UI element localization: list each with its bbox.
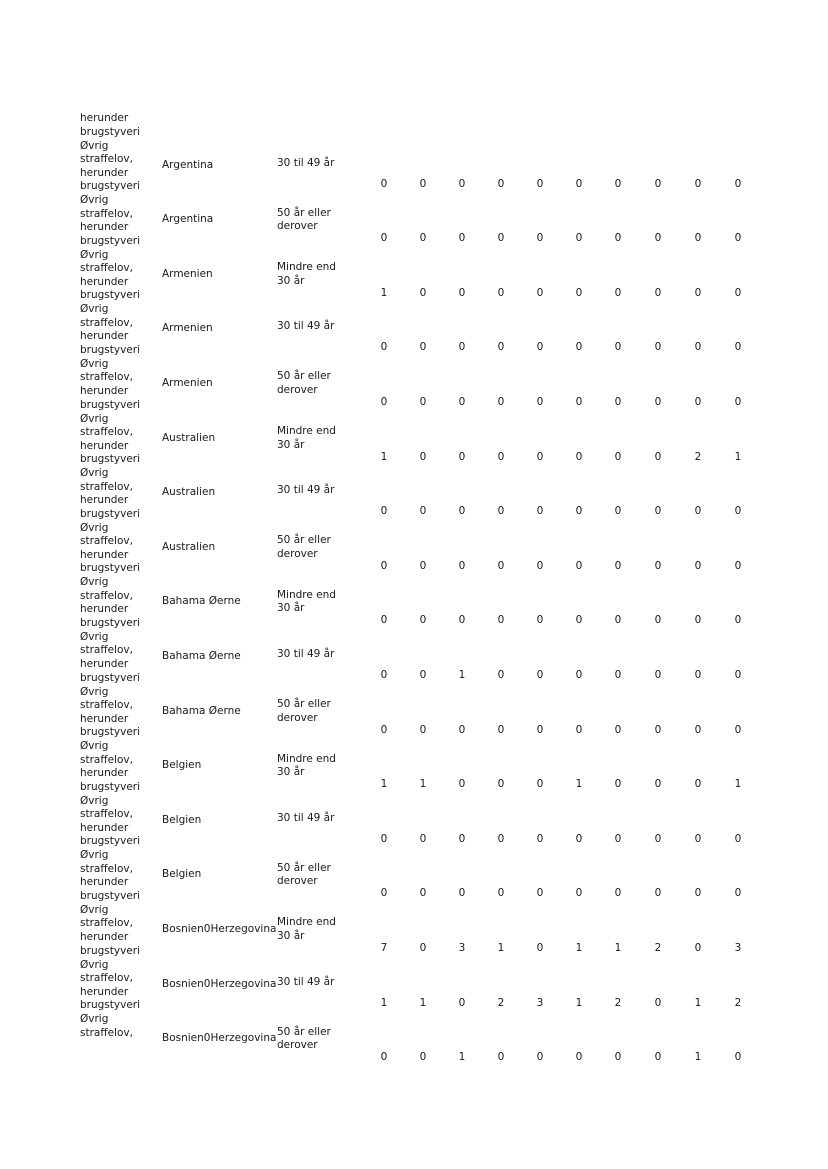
value-cell: 0 (734, 286, 742, 299)
value-cell: 0 (654, 286, 662, 299)
category-line: Øvrig (80, 576, 109, 589)
value-cell: 0 (536, 1051, 544, 1064)
value-cell: 0 (419, 941, 427, 954)
offense-category (80, 194, 142, 248)
value-cell: 0 (536, 341, 544, 354)
value-cell: 0 (380, 341, 388, 354)
category-line: herunder (80, 603, 129, 616)
age-group-cell: 50 år eller derover (277, 534, 331, 560)
value-cell: 0 (575, 286, 583, 299)
category-line: straffelov, (80, 972, 133, 985)
value-cell: 0 (694, 505, 702, 518)
offense-category (80, 795, 142, 849)
value-cell: 0 (575, 395, 583, 408)
age-group-cell: Mindre end 30 år (277, 588, 336, 615)
offense-category (80, 140, 142, 194)
category-line: brugstyveri (80, 617, 141, 630)
value-cell: 1 (734, 450, 742, 463)
category-line: Øvrig (80, 139, 109, 152)
offense-category (80, 249, 142, 303)
value-cell: 0 (497, 1051, 505, 1064)
value-cell: 0 (654, 832, 662, 845)
value-cell: 1 (380, 450, 388, 463)
value-cell: 1 (694, 996, 702, 1009)
category-line: herunder (80, 275, 129, 288)
value-cell: 0 (694, 668, 702, 681)
category-line: herunder (80, 712, 129, 725)
value-cell: 2 (654, 941, 662, 954)
value-cell: 0 (614, 341, 622, 354)
value-cell: 0 (419, 832, 427, 845)
value-cell: 0 (419, 341, 427, 354)
country-cell: Belgien (162, 813, 202, 826)
value-cell: 0 (497, 778, 505, 791)
category-line: straffelov, (80, 535, 133, 548)
value-cell: 0 (575, 177, 583, 190)
value-cell: 0 (694, 559, 702, 572)
age-group-cell: Mindre end 30 år (277, 425, 336, 451)
value-cell: 0 (419, 395, 427, 408)
value-cell: 0 (654, 668, 662, 681)
value-cell: 0 (575, 832, 583, 845)
value-cell: 0 (497, 450, 505, 463)
value-cell: 1 (575, 778, 583, 791)
country-cell: Bahama Øerne (162, 649, 241, 662)
value-cell: 0 (419, 450, 427, 463)
value-cell: 0 (654, 232, 662, 245)
value-cell: 0 (575, 450, 583, 463)
category-line: straffelov, (80, 1026, 133, 1039)
country-cell: Australien (162, 540, 216, 553)
category-line: brugstyveri (80, 398, 141, 411)
offense-category (80, 467, 142, 521)
offense-category (80, 686, 142, 740)
value-cell: 0 (575, 668, 583, 681)
value-cell: 0 (458, 450, 466, 463)
category-line: herunder (80, 330, 129, 343)
value-cell: 0 (497, 341, 505, 354)
value-cell: 0 (536, 778, 544, 791)
category-line: Øvrig (80, 467, 109, 480)
country-cell: Argentina (162, 213, 214, 226)
value-cell: 0 (536, 177, 544, 190)
age-group-cell: 30 til 49 år (277, 484, 335, 497)
value-cell: 0 (694, 395, 702, 408)
value-cell: 0 (380, 1051, 388, 1064)
category-line: herunder (80, 767, 129, 780)
value-cell: 0 (734, 395, 742, 408)
value-cell: 0 (734, 723, 742, 736)
value-cell: 0 (654, 559, 662, 572)
value-cell: 0 (575, 559, 583, 572)
category-line: straffelov, (80, 753, 133, 766)
category-line: brugstyveri (80, 835, 141, 848)
category-line: straffelov, (80, 808, 133, 821)
category-line: straffelov, (80, 262, 133, 275)
offense-category (80, 849, 142, 903)
value-cell: 0 (614, 286, 622, 299)
category-line: herunder (80, 548, 129, 561)
category-line: straffelov, (80, 644, 133, 657)
value-cell: 1 (458, 1051, 466, 1064)
category-line: straffelov, (80, 371, 133, 384)
value-cell: 0 (458, 232, 466, 245)
category-line: herunder (80, 821, 129, 834)
age-group-cell: 50 år eller derover (277, 206, 331, 233)
value-cell: 0 (694, 286, 702, 299)
value-cell: 0 (497, 668, 505, 681)
category-line: herunder (80, 876, 129, 889)
category-line: Øvrig (80, 521, 109, 534)
value-cell: 2 (734, 996, 742, 1009)
category-line: brugstyveri (80, 999, 141, 1012)
value-cell: 0 (734, 341, 742, 354)
value-cell: 0 (614, 177, 622, 190)
value-cell: 0 (497, 559, 505, 572)
category-line: straffelov, (80, 426, 133, 439)
value-cell: 0 (575, 341, 583, 354)
value-cell: 3 (734, 941, 742, 954)
country-cell: Bosnien0Herzegovina (162, 977, 277, 990)
category-line: Øvrig (80, 794, 109, 807)
value-cell: 0 (458, 177, 466, 190)
value-cell: 0 (734, 668, 742, 681)
value-cell: 0 (654, 177, 662, 190)
value-cell: 0 (536, 559, 544, 572)
value-cell: 0 (536, 723, 544, 736)
top-category-fragment (80, 112, 142, 139)
category-line: brugstyveri (80, 507, 141, 520)
value-cell: 0 (734, 832, 742, 845)
country-cell: Armenien (162, 267, 213, 280)
value-cell: 0 (380, 177, 388, 190)
category-line: Øvrig (80, 685, 109, 698)
value-cell: 1 (380, 778, 388, 791)
category-line: straffelov, (80, 153, 133, 166)
value-cell: 0 (614, 395, 622, 408)
category-line: Øvrig (80, 1013, 109, 1026)
value-cell: 0 (536, 668, 544, 681)
value-cell: 0 (497, 832, 505, 845)
value-cell: 0 (497, 505, 505, 518)
value-cell: 0 (458, 778, 466, 791)
value-cell: 0 (380, 614, 388, 627)
category-line: herunder (80, 385, 129, 398)
age-group-cell: 50 år eller derover (277, 370, 331, 396)
category-line: herunder (80, 931, 129, 944)
category-line: Øvrig (80, 412, 109, 425)
category-line: brugstyveri (80, 344, 141, 357)
value-cell: 1 (614, 941, 622, 954)
value-cell: 0 (419, 286, 427, 299)
value-cell: 0 (497, 395, 505, 408)
offense-category (80, 959, 142, 1013)
value-cell: 0 (458, 505, 466, 518)
value-cell: 0 (458, 996, 466, 1009)
value-cell: 3 (458, 941, 466, 954)
value-cell: 7 (380, 941, 388, 954)
value-cell: 0 (694, 887, 702, 900)
value-cell: 0 (614, 450, 622, 463)
value-cell: 0 (419, 559, 427, 572)
value-cell: 0 (419, 177, 427, 190)
value-cell: 1 (380, 286, 388, 299)
value-cell: 0 (734, 505, 742, 518)
category-line: straffelov, (80, 862, 133, 875)
value-cell: 0 (734, 1051, 742, 1064)
value-cell: 0 (694, 341, 702, 354)
value-cell: 0 (419, 1051, 427, 1064)
value-cell: 0 (734, 232, 742, 245)
category-line: Øvrig (80, 958, 109, 971)
value-cell: 0 (380, 505, 388, 518)
value-cell: 0 (734, 177, 742, 190)
value-cell: 0 (536, 887, 544, 900)
value-cell: 0 (614, 232, 622, 245)
value-cell: 0 (654, 341, 662, 354)
value-cell: 0 (654, 778, 662, 791)
category-line: Øvrig (80, 248, 109, 261)
category-line: straffelov, (80, 316, 133, 329)
category-line: brugstyveri (80, 180, 141, 193)
value-cell: 0 (458, 723, 466, 736)
value-cell: 0 (654, 887, 662, 900)
value-cell: 0 (694, 232, 702, 245)
value-cell: 0 (536, 614, 544, 627)
value-cell: 0 (536, 832, 544, 845)
value-cell: 1 (575, 996, 583, 1009)
value-cell: 0 (654, 614, 662, 627)
value-cell: 0 (497, 286, 505, 299)
value-cell: 2 (614, 996, 622, 1009)
value-cell: 2 (497, 996, 505, 1009)
category-line: brugstyveri (80, 890, 141, 903)
country-cell: Bosnien0Herzegovina (162, 1032, 277, 1045)
offense-category (80, 358, 142, 412)
age-group-cell: 50 år eller derover (277, 1025, 331, 1052)
country-cell: Belgien (162, 868, 202, 881)
age-group-cell: 50 år eller derover (277, 861, 331, 888)
value-cell: 0 (536, 395, 544, 408)
country-cell: Bahama Øerne (162, 704, 241, 717)
value-cell: 0 (575, 232, 583, 245)
value-cell: 0 (419, 723, 427, 736)
value-cell: 0 (458, 559, 466, 572)
value-cell: 0 (734, 887, 742, 900)
category-line: straffelov, (80, 589, 133, 602)
value-cell: 0 (575, 614, 583, 627)
value-cell: 0 (694, 177, 702, 190)
value-cell: 0 (614, 778, 622, 791)
value-cell: 0 (419, 887, 427, 900)
value-cell: 0 (734, 614, 742, 627)
category-line: brugstyveri (80, 562, 141, 575)
value-cell: 0 (614, 887, 622, 900)
value-cell: 0 (694, 778, 702, 791)
country-cell: Belgien (162, 759, 202, 772)
category-line: brugstyveri (80, 234, 141, 247)
value-cell: 0 (536, 450, 544, 463)
value-cell: 0 (575, 505, 583, 518)
category-line: brugstyveri (80, 125, 141, 138)
category-line: brugstyveri (80, 780, 141, 793)
offense-category (80, 1013, 142, 1040)
value-cell: 0 (497, 232, 505, 245)
category-line: Øvrig (80, 303, 109, 316)
category-line: herunder (80, 112, 129, 124)
value-cell: 0 (654, 996, 662, 1009)
offense-category (80, 522, 142, 576)
value-cell: 1 (458, 668, 466, 681)
value-cell: 0 (614, 559, 622, 572)
category-line: brugstyveri (80, 944, 141, 957)
category-line: straffelov, (80, 480, 133, 493)
offense-category (80, 413, 142, 467)
value-cell: 0 (458, 395, 466, 408)
value-cell: 1 (575, 941, 583, 954)
offense-category (80, 904, 142, 958)
country-cell: Australien (162, 431, 216, 444)
value-cell: 0 (497, 614, 505, 627)
offense-category (80, 631, 142, 685)
category-line: straffelov, (80, 699, 133, 712)
value-cell: 3 (536, 996, 544, 1009)
value-cell: 0 (575, 723, 583, 736)
category-line: straffelov, (80, 917, 133, 930)
category-line: Øvrig (80, 903, 109, 916)
category-line: herunder (80, 166, 129, 179)
value-cell: 1 (380, 996, 388, 1009)
category-line: herunder (80, 494, 129, 507)
value-cell: 0 (419, 505, 427, 518)
value-cell: 0 (575, 1051, 583, 1064)
value-cell: 0 (458, 832, 466, 845)
category-line: herunder (80, 658, 129, 671)
value-cell: 0 (614, 505, 622, 518)
age-group-cell: 30 til 49 år (277, 811, 335, 824)
country-cell: Australien (162, 486, 216, 499)
offense-category (80, 576, 142, 630)
age-group-cell: Mindre end 30 år (277, 916, 336, 942)
category-line: Øvrig (80, 849, 109, 862)
value-cell: 0 (497, 723, 505, 736)
value-cell: 1 (497, 941, 505, 954)
value-cell: 0 (654, 723, 662, 736)
category-line: herunder (80, 439, 129, 452)
value-cell: 0 (614, 614, 622, 627)
value-cell: 0 (458, 614, 466, 627)
value-cell: 0 (419, 668, 427, 681)
value-cell: 0 (614, 723, 622, 736)
value-cell: 1 (694, 1051, 702, 1064)
age-group-cell: 50 år eller derover (277, 698, 331, 724)
category-line: Øvrig (80, 357, 109, 370)
category-line: brugstyveri (80, 671, 141, 684)
offense-category (80, 303, 142, 357)
value-cell: 0 (694, 723, 702, 736)
category-line: brugstyveri (80, 453, 141, 466)
value-cell: 0 (458, 286, 466, 299)
value-cell: 0 (614, 668, 622, 681)
value-cell: 0 (734, 559, 742, 572)
value-cell: 0 (458, 341, 466, 354)
value-cell: 1 (419, 996, 427, 1009)
value-cell: 2 (694, 450, 702, 463)
value-cell: 0 (419, 232, 427, 245)
value-cell: 0 (497, 887, 505, 900)
age-group-cell: Mindre end 30 år (277, 261, 336, 287)
value-cell: 0 (536, 941, 544, 954)
value-cell: 0 (654, 1051, 662, 1064)
value-cell: 0 (694, 941, 702, 954)
value-cell: 0 (536, 505, 544, 518)
age-group-cell: 30 til 49 år (277, 975, 335, 988)
category-line: straffelov, (80, 207, 133, 220)
value-cell: 0 (694, 832, 702, 845)
category-line: Øvrig (80, 194, 109, 207)
value-cell: 0 (614, 832, 622, 845)
country-cell: Armenien (162, 322, 213, 335)
value-cell: 0 (536, 286, 544, 299)
category-line: herunder (80, 221, 129, 234)
age-group-cell: 30 til 49 år (277, 647, 335, 660)
country-cell: Bosnien0Herzegovina (162, 922, 277, 935)
value-cell: 0 (654, 395, 662, 408)
value-cell: 0 (380, 668, 388, 681)
value-cell: 0 (497, 177, 505, 190)
value-cell: 0 (380, 832, 388, 845)
category-line: brugstyveri (80, 726, 141, 739)
country-cell: Armenien (162, 376, 213, 389)
country-cell: Bahama Øerne (162, 595, 241, 608)
value-cell: 0 (536, 232, 544, 245)
age-group-cell: 30 til 49 år (277, 320, 335, 333)
value-cell: 0 (694, 614, 702, 627)
age-group-cell: 30 til 49 år (277, 156, 335, 169)
value-cell: 0 (575, 887, 583, 900)
value-cell: 1 (419, 778, 427, 791)
category-line: brugstyveri (80, 289, 141, 302)
offense-category (80, 740, 142, 794)
value-cell: 0 (419, 614, 427, 627)
category-line: herunder (80, 985, 129, 998)
value-cell: 0 (380, 559, 388, 572)
age-group-cell: Mindre end 30 år (277, 752, 336, 779)
value-cell: 1 (734, 778, 742, 791)
value-cell: 0 (380, 723, 388, 736)
value-cell: 0 (458, 887, 466, 900)
value-cell: 0 (654, 505, 662, 518)
value-cell: 0 (380, 232, 388, 245)
value-cell: 0 (380, 887, 388, 900)
value-cell: 0 (380, 395, 388, 408)
category-line: Øvrig (80, 740, 109, 753)
value-cell: 0 (654, 450, 662, 463)
category-line: Øvrig (80, 630, 109, 643)
country-cell: Argentina (162, 158, 214, 171)
value-cell: 0 (614, 1051, 622, 1064)
